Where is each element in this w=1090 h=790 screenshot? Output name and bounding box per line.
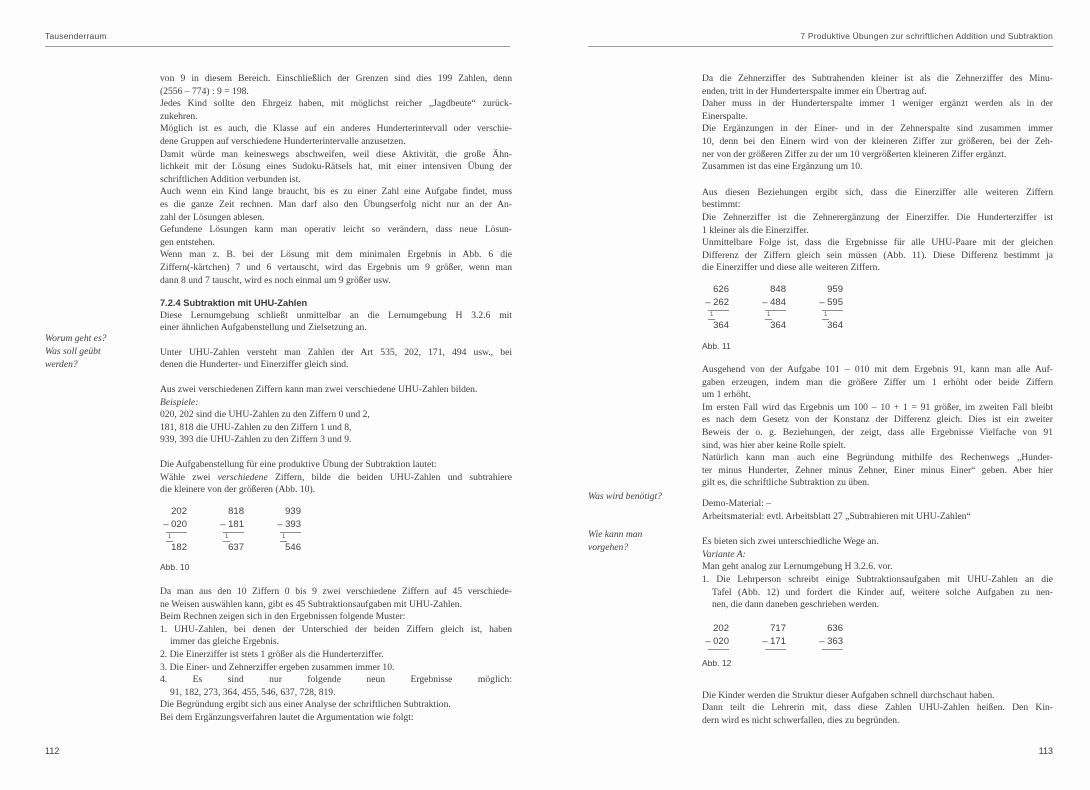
text-paragraph xyxy=(702,702,1053,727)
answer-rule xyxy=(708,649,729,650)
text-line: 2. Die Einerziffer ist stets 1 größer als die Hunderterziffer. xyxy=(160,648,384,660)
text-line: Die Begründung ergibt sich aus einer Analyse der schriftlichen Subtraktion. xyxy=(160,699,451,711)
text-line: es die ganze Zeit rechnen. Man darf also den Übungserfolg nicht nur an der An- xyxy=(160,198,512,210)
text-paragraph xyxy=(160,586,512,611)
text-line: nen, die dann daneben geschrieben werden. xyxy=(712,599,880,611)
text-line: Tafel (Abb. 12) und fordert die Kinder auf, weitere solche Aufgaben zu nen- xyxy=(712,586,1053,598)
subtraction-problem xyxy=(274,505,301,555)
text-line: Im ersten Fall wird das Ergebnis um 100 – 10 + 1 = 91 größer, im zweiten Fall bleibt xyxy=(702,401,1053,413)
text-paragraph xyxy=(160,611,512,624)
text-line: Die Ergänzungen in der Einer- und in der Zehnerspalte sind zusammen immer xyxy=(702,123,1053,135)
figure-label: Abb. 11 xyxy=(702,340,731,351)
text-line: ne Weisen auswählen kann, gibt es 45 Subtraktionsaufgaben mit UHU-Zahlen. xyxy=(160,598,462,610)
difference-result: 182 xyxy=(171,542,187,554)
subtrahend: – 363 xyxy=(819,636,843,647)
running-head-left: Tausenderraum xyxy=(45,31,510,47)
text-line: zukehren. xyxy=(160,110,198,122)
text-paragraph xyxy=(702,511,1053,524)
text-line: Zusammen ist das eine Ergänzung um 10. xyxy=(702,161,863,173)
text-paragraph xyxy=(702,452,1053,490)
subtrahend: – 171 xyxy=(762,636,786,647)
text-line: denen die Hunderter- und Einerziffer gleich sind. xyxy=(160,359,349,371)
text-paragraph xyxy=(160,347,512,372)
text-line: 020, 202 sind die UHU-Zahlen zu den Ziffern 0 und 2, xyxy=(160,409,370,421)
minuend: 959 xyxy=(827,283,843,295)
text-line: Beispiele: xyxy=(160,396,199,408)
text-line: sind, was hier aber keine Rolle spielt. xyxy=(702,439,846,451)
text-line: gilt es, die schriftliche Subtraktion zu üben. xyxy=(702,477,870,489)
text-line: dene Gruppen auf verschiedene Hunderterintervalle anzusetzen. xyxy=(160,135,406,147)
carry-digit: 1 xyxy=(168,534,172,541)
borrow-carry xyxy=(765,311,786,318)
vertical-space xyxy=(160,372,512,384)
text-paragraph xyxy=(160,98,512,123)
text-paragraph xyxy=(160,472,512,497)
subtraction-problem xyxy=(217,505,244,555)
vertical-space xyxy=(702,523,1053,536)
text-line: Arbeitsmaterial: evtl. Arbeitsblatt 27 „Subtrahieren mit UHU-Zahlen“ xyxy=(702,510,971,522)
text-line: Man geht analog zur Lernumgebung H 3.2.6. vor. xyxy=(702,561,893,573)
text-line: Differenz der Ziffern gleich sein müssen (Abb. 11). Diese Differenz bestimmt ja xyxy=(702,249,1053,261)
text-paragraph xyxy=(160,649,512,662)
minuend: 202 xyxy=(713,622,729,634)
borrow-carry xyxy=(708,311,729,318)
carry-digit: 1 xyxy=(767,312,771,319)
text-paragraph xyxy=(160,310,512,335)
text-paragraph xyxy=(160,712,512,725)
text-line: Variante A: xyxy=(702,548,746,560)
text-line: Unter UHU-Zahlen versteht man Zahlen der Art 535, 202, 171, 494 usw., bei xyxy=(160,346,512,358)
left-page-body xyxy=(160,73,512,725)
text-line: lichkeit mit der Lösung eines Sudoku-Rätsels hat, mit einer intensiven Übung der xyxy=(160,161,512,173)
text-line: Bei dem Ergänzungsverfahren lautet die Argumentation wie folgt: xyxy=(160,711,414,723)
subtrahend: – 595 xyxy=(819,297,843,309)
margin-note-line: Was soll geübt xyxy=(45,345,101,357)
text-line: ner von der größeren Ziffer zu der um 10 vergrößerten kleineren Ziffer ergänzt. xyxy=(702,148,1007,160)
text-paragraph xyxy=(702,561,1053,574)
vertical-space xyxy=(702,352,1053,364)
page-number-left: 112 xyxy=(45,746,60,756)
text-line: Da man aus den 10 Ziffern 0 bis 9 zwei verschiedene Ziffern auf 45 verschiede- xyxy=(160,586,512,598)
minuend: 848 xyxy=(770,283,786,295)
text-paragraph xyxy=(702,402,1053,452)
text-paragraph xyxy=(160,224,512,249)
text-line: immer das gleiche Ergebnis. xyxy=(170,636,280,648)
text-paragraph xyxy=(702,123,1053,161)
vertical-space xyxy=(160,335,512,347)
text-line: schriftlichen Addition verbunden ist. xyxy=(160,173,301,185)
vertical-space xyxy=(160,287,512,297)
subtrahend: – 020 xyxy=(705,636,729,647)
text-paragraph xyxy=(160,434,512,447)
text-paragraph xyxy=(702,536,1053,549)
answer-rule xyxy=(822,649,843,650)
text-paragraph xyxy=(702,574,1053,612)
vertical-space xyxy=(702,612,1053,622)
text-line: enden, tritt in der Hunderterspalte immer ein Übertrag auf. xyxy=(702,85,927,97)
text-paragraph xyxy=(160,73,512,98)
text-line: Einerspalte. xyxy=(702,110,748,122)
subtraction-problem xyxy=(759,622,786,650)
text-line: Die Zehnerziffer ist die Zehnerergänzung der Einerziffer. Die Hunderterziffer ist xyxy=(702,211,1053,223)
carry-digit: 1 xyxy=(225,534,229,541)
text-paragraph xyxy=(702,549,1053,562)
borrow-carry xyxy=(822,311,843,318)
text-paragraph xyxy=(702,237,1053,275)
difference-result: 546 xyxy=(285,542,301,554)
text-line: 10, denn bei den Einern wird von der kleineren Ziffer zur größeren, bei der Zeh- xyxy=(702,135,1053,147)
subtraction-problem xyxy=(816,622,843,650)
text-line: Beweis der o. g. Beziehungen, der zeigt, dass alle Ergebnisse Vielfache von 91 xyxy=(702,427,1053,439)
text-paragraph xyxy=(160,459,512,472)
text-line: 4. Es sind nur folgende neun Ergebnisse möglich: xyxy=(160,674,512,686)
text-line: 939, 393 die UHU-Zahlen zu den Ziffern 3 und 9. xyxy=(160,434,352,446)
carry-digit: 1 xyxy=(824,312,828,319)
text-line: die kleinere von der größeren (Abb. 10). xyxy=(160,484,316,496)
subtraction-problems-figure xyxy=(160,505,512,574)
text-line: 181, 818 die UHU-Zahlen zu den Ziffern 1 und 8, xyxy=(160,421,352,433)
difference-result: 364 xyxy=(770,320,786,332)
right-page-body xyxy=(702,73,1053,728)
margin-note xyxy=(588,491,700,504)
text-paragraph xyxy=(160,249,512,287)
minuend: 939 xyxy=(285,505,301,517)
text-line: einer ähnlichen Aufgabenstellung und Zielsetzung an. xyxy=(160,322,367,334)
text-paragraph xyxy=(160,662,512,675)
page-number-right: 113 xyxy=(1038,746,1053,756)
margin-note-line: Wie kann man xyxy=(588,529,643,540)
text-line: 1. Die Lehrperson schreibt einige Subtraktionsaufgaben mit UHU-Zahlen an die xyxy=(702,574,1053,586)
minuend: 818 xyxy=(228,505,244,517)
text-paragraph xyxy=(160,149,512,187)
vertical-space xyxy=(160,497,512,505)
text-paragraph xyxy=(702,73,1053,98)
text-line: Auch wenn ein Kind lange braucht, bis es zu einer Zahl eine Aufgabe findet, muss xyxy=(160,186,512,198)
text-line: 1 kleiner als die Einerziffer. xyxy=(702,224,809,236)
text-paragraph xyxy=(160,624,512,649)
figure-label: Abb. 10 xyxy=(160,562,190,573)
text-line: Demo-Material: – xyxy=(702,498,771,510)
text-line: Beim Rechnen zeigen sich in den Ergebnissen folgende Muster: xyxy=(160,611,406,623)
text-line: Da die Zehnerziffer des Subtrahenden kleiner ist als die Zehnerziffer des Minu- xyxy=(702,73,1053,84)
text-line: dern wird es nicht schwerfallen, dies zu begründen. xyxy=(702,714,900,726)
text-line: bestimmt: xyxy=(702,199,741,211)
answer-rule xyxy=(765,649,786,650)
subtraction-problem xyxy=(702,283,729,333)
text-paragraph xyxy=(160,397,512,410)
text-line: Ziffern(-kärtchen) 7 und 6 vertauscht, wird das Ergebnis um 9 größer, wenn man xyxy=(160,261,512,273)
subtraction-problem xyxy=(759,283,786,333)
text-line: Möglich ist es auch, die Klasse auf ein anderes Hunderterintervall oder verschie- xyxy=(160,123,512,135)
text-line: Dann teilt die Lehrerin mit, dass diese Zahlen UHU-Zahlen heißen. Den Kin- xyxy=(702,702,1053,714)
text-paragraph xyxy=(160,699,512,712)
margin-note xyxy=(45,333,157,371)
borrow-carry xyxy=(280,533,301,540)
text-line: um 1 erhöht. xyxy=(702,389,751,401)
text-line: Es bieten sich zwei unterschiedliche Wege an. xyxy=(702,536,879,548)
vertical-space xyxy=(702,275,1053,283)
text-paragraph xyxy=(702,161,1053,174)
text-line: Gefundene Lösungen kann man operativ leicht so verändern, dass neue Lösun- xyxy=(160,224,512,236)
text-line: Damit würde man keineswegs abschweifen, weil diese Aktivität, die große Ähn- xyxy=(160,148,512,160)
text-line: Wenn man z. B. bei der Lösung mit dem minimalen Ergebnis in Abb. 6 die xyxy=(160,249,512,261)
text-line: Ausgehend von der Aufgabe 101 – 010 mit dem Ergebnis 91, kann man alle Auf- xyxy=(702,364,1053,376)
text-paragraph xyxy=(702,187,1053,212)
text-line: Natürlich kann man auch eine Begründung mithilfe des Rechenwegs „Hunder- xyxy=(702,452,1053,464)
text-paragraph xyxy=(160,409,512,422)
margin-note xyxy=(588,529,700,555)
subtrahend: – 020 xyxy=(163,519,187,531)
text-paragraph xyxy=(160,422,512,435)
borrow-carry xyxy=(223,533,244,540)
text-paragraph xyxy=(702,98,1053,123)
text-line: Jedes Kind sollte den Ehrgeiz haben, mit möglichst reicher „Jagdbeute“ zurück- xyxy=(160,98,512,110)
text-line: Daher muss in der Hunderterspalte immer 1 weniger ergänzt werden als in der xyxy=(702,98,1053,110)
text-line: gen entstehen. xyxy=(160,236,215,248)
text-line: ter minus Hunderter, Zehner minus Zehner, Einer minus Einer“ geben. Aber hier xyxy=(702,464,1053,476)
margin-note-line: Was wird benötigt? xyxy=(588,491,662,502)
vertical-space xyxy=(702,490,1053,498)
text-line: dann 8 und 7 tauscht, wird es noch einmal um 9 größer usw. xyxy=(160,274,391,286)
difference-result: 364 xyxy=(827,320,843,332)
text-line: Aus zwei verschiedenen Ziffern kann man zwei verschiedene UHU-Zahlen bilden. xyxy=(160,384,478,396)
vertical-space xyxy=(702,670,1053,690)
subtrahend: – 181 xyxy=(220,519,244,531)
text-paragraph xyxy=(160,674,512,699)
minuend: 636 xyxy=(827,622,843,634)
minuend: 717 xyxy=(770,622,786,634)
margin-note-line: werden? xyxy=(45,358,78,370)
margin-note-line: Worum geht es? xyxy=(45,333,107,344)
text-line: die Einerziffer und diese alle weiteren Ziffern. xyxy=(702,262,880,274)
difference-result: 637 xyxy=(228,542,244,554)
subtraction-problems-figure xyxy=(702,622,1053,670)
subtraction-problem xyxy=(816,283,843,333)
text-line: zahl der Lösungen ablesen. xyxy=(160,211,265,223)
borrow-carry xyxy=(166,533,187,540)
running-head-right: 7 Produktive Übungen zur schriftlichen Addition und Subtraktion xyxy=(588,31,1053,47)
text-line: Die Kinder werden die Struktur dieser Aufgaben schnell durchschaut haben. xyxy=(702,689,995,701)
text-line: von 9 in diesem Bereich. Einschließlich der Grenzen sind dies 199 Zahlen, denn xyxy=(160,73,512,84)
subtrahend: – 393 xyxy=(277,519,301,531)
text-line: (2556 – 774) : 9 = 198. xyxy=(160,85,249,97)
text-paragraph xyxy=(702,212,1053,237)
text-line: es nach dem Gesetz von der Konstanz der Differenz gleich. Dies ist ein zweiter xyxy=(702,414,1053,426)
carry-digit: 1 xyxy=(710,312,714,319)
difference-result: 364 xyxy=(713,320,729,332)
text-paragraph xyxy=(702,498,1053,511)
minuend: 626 xyxy=(713,283,729,295)
subtrahend: – 262 xyxy=(705,297,729,309)
subtraction-problem xyxy=(160,505,187,555)
text-paragraph xyxy=(160,123,512,148)
text-line: gaben erzeugen, indem man die größere Ziffer um 1 erhöht oder beide Ziffern xyxy=(702,376,1053,388)
text-paragraph xyxy=(702,364,1053,402)
text-line: 91, 182, 273, 364, 455, 546, 637, 728, 819. xyxy=(170,686,336,698)
text-line: Wähle zwei verschiedene Ziffern, bilde die beiden UHU-Zahlen und subtrahiere xyxy=(160,471,512,483)
vertical-space xyxy=(160,574,512,586)
text-line: Unmittelbare Folge ist, dass die Ergebnisse für alle UHU-Paare mit der gleichen xyxy=(702,237,1053,249)
text-paragraph xyxy=(702,690,1053,703)
text-paragraph xyxy=(160,186,512,224)
text-line: Die Aufgabenstellung für eine produktive Übung der Subtraktion lautet: xyxy=(160,459,437,471)
minuend: 202 xyxy=(171,505,187,517)
vertical-space xyxy=(160,447,512,459)
subtraction-problems-figure xyxy=(702,283,1053,352)
figure-label: Abb. 12 xyxy=(702,658,732,669)
vertical-space xyxy=(702,174,1053,187)
text-line: 1. UHU-Zahlen, bei denen der Unterschied der beiden Ziffern gleich ist, haben xyxy=(160,623,512,635)
subtrahend: – 484 xyxy=(762,297,786,309)
text-line: Aus diesen Beziehungen ergibt sich, dass die Einerziffer alle weiteren Ziffern xyxy=(702,186,1053,198)
text-line: 3. Die Einer- und Zehnerziffer ergeben zusammen immer 10. xyxy=(160,661,395,673)
subtraction-problem xyxy=(702,622,729,650)
margin-note-line: vorgehen? xyxy=(588,541,629,553)
text-paragraph xyxy=(160,384,512,397)
text-line: Diese Lernumgebung schließt unmittelbar an die Lernumgebung H 3.2.6 mit xyxy=(160,309,512,321)
section-heading: 7.2.4 Subtraktion mit UHU-Zahlen xyxy=(160,298,308,309)
carry-digit: 1 xyxy=(282,534,286,541)
